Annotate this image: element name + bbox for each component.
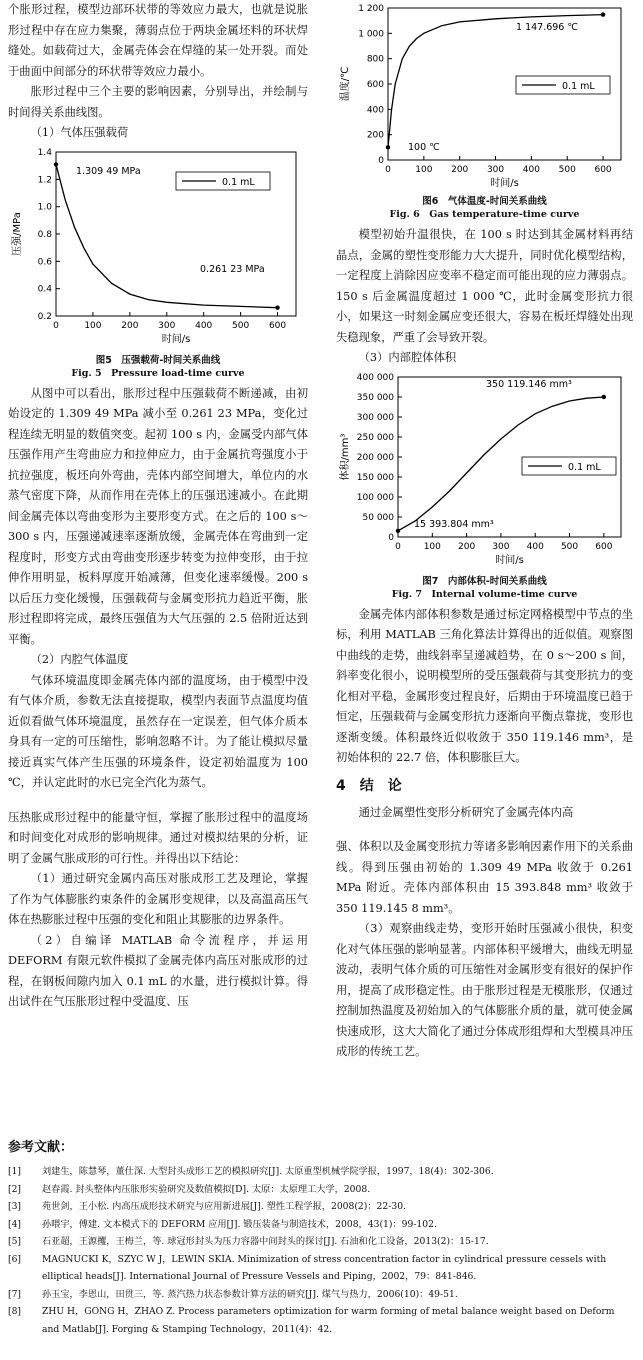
- paragraph: 通过金属塑性变形分析研究了金属壳体内高: [358, 805, 574, 819]
- data-annotation: 0.261 23 MPa: [200, 263, 265, 275]
- reference-number: [5]: [8, 1236, 22, 1247]
- figure-caption-en: Fig. 5 Pressure load-time curve: [71, 367, 245, 379]
- end-point: [275, 305, 279, 309]
- reference-number: [1]: [8, 1166, 22, 1177]
- subheading: （2）内腔气体温度: [30, 653, 129, 666]
- references-title: 参考文献：: [8, 1140, 74, 1155]
- references: [8, 1136, 633, 1338]
- y-tick-label: 200: [366, 130, 384, 141]
- y-axis-label: 压强/MPa: [12, 211, 23, 256]
- y-tick-label: 300 000: [356, 412, 394, 423]
- x-tick-label: 200: [451, 165, 469, 175]
- y-tick-label: 250 000: [356, 432, 394, 443]
- x-axis-label: 时间/s: [161, 333, 191, 345]
- reference-item: [8, 1198, 633, 1216]
- x-tick-label: 0: [395, 541, 401, 552]
- y-tick-label: 0: [388, 532, 394, 543]
- reference-text: MAGNUCKI K，SZYC W J，LEWIN SKIA. Minimization of stress concentration factor in cylindrical pressure cessels with elliptical heads[J]. International Journal of Pressure Vessels and Piping，2002，79：841-846.: [42, 1253, 607, 1282]
- paragraph: 个胀形过程，模型边部环状带的等效应力最大，也就是说胀形过程中存在应力集聚，薄弱点位于两块金属坯料的环状焊缝处。如载荷过大，金属壳体会在焊缝的某一处开裂。而处于曲面中间部分的环状带等效应力最小。: [8, 3, 308, 78]
- reference-item: [8, 1251, 633, 1286]
- end-point: [601, 12, 605, 16]
- x-tick-label: 300: [486, 165, 505, 175]
- data-annotation: 350 119.146 mm³: [486, 378, 572, 390]
- start-point: [396, 528, 400, 532]
- figure-caption-en: Fig. 7 Internal volume-time curve: [391, 588, 578, 600]
- figure-caption-en: Fig. 6 Gas temperature-time curve: [389, 209, 580, 220]
- chart-fig6: [336, 0, 633, 195]
- reference-item: [8, 1216, 633, 1234]
- figure-caption-cn: 图6 气体温度-时间关系曲线: [422, 196, 547, 207]
- paragraph: （2）自编译 MATLAB 命令流程序，并运用 DEFORM 有限元软件模拟了金属壳体内高压对胀成形的过程，在钢板间隙内加入 0.1 mL 的水量，进行模拟计算。得出试件在气压胀形过程中受温度、压: [8, 933, 308, 1008]
- reference-text: 孙玉宝，李恩山，田贯三，等. 蒸汽热力状态参数计算方法的研究[J]. 煤气与热力，2006(10)：49-51.: [42, 1288, 458, 1300]
- x-axis-label: 时间/s: [490, 178, 519, 189]
- x-tick-label: 400: [526, 541, 544, 552]
- x-tick-label: 500: [558, 165, 576, 175]
- legend-label: 0.1 mL: [562, 81, 595, 92]
- reference-text: 刘建生，陈慧琴，董仕深. 大型封头成形工艺的模拟研究[J]. 太原重型机械学院学报，1997，18(4)：302-306.: [42, 1166, 494, 1177]
- x-tick-label: 200: [121, 320, 139, 331]
- y-tick-label: 800: [366, 54, 384, 65]
- y-tick-label: 1.2: [37, 174, 52, 185]
- y-axis-label: 温度/℃: [340, 66, 351, 102]
- y-tick-label: 350 000: [356, 392, 394, 403]
- y-tick-label: 50 000: [362, 512, 394, 523]
- reference-number: [6]: [8, 1253, 22, 1265]
- start-point: [386, 145, 390, 149]
- y-tick-label: 1 200: [358, 4, 384, 14]
- y-tick-label: 1.4: [37, 147, 52, 158]
- reference-item: [8, 1286, 633, 1304]
- y-tick-label: 400: [366, 105, 384, 116]
- x-tick-label: 300: [158, 320, 176, 331]
- paragraph: 胀形过程中三个主要的影响因素，分别导出，并绘制与时间得关系曲线图。: [8, 85, 308, 119]
- data-annotation: 15 393.804 mm³: [414, 518, 494, 530]
- paragraph: （3）观察曲线走势，变形开始时压强减小很快，积变化对气体压强的影响显著。内部体积平缓增大，曲线无明显波动，表明气体介质的可压缩性对金属形变有很好的保护作用，提高了成形稳定性。由于胀形过程是无模胀形，仅通过控制加热温度及初始加入的气体膨胀介质的量，就可使金属快速成形，这大大简化了通过分体成形组焊和大型模具冲压成形的传统工艺。: [336, 922, 633, 1058]
- x-tick-label: 0: [385, 165, 391, 175]
- reference-text: 赵春霞. 封头整体内压胀形实验研究及数值模拟[D]. 太原：太原理工大学，2008.: [42, 1183, 371, 1195]
- x-tick-label: 100: [423, 541, 441, 552]
- y-tick-label: 0.8: [37, 229, 52, 240]
- x-tick-label: 400: [522, 165, 540, 175]
- x-tick-label: 200: [458, 541, 476, 552]
- reference-text: 苑世剑，王小松. 内高压成形技术研究与应用新进展[J]. 塑性工程学报，2008(2)：22-30.: [42, 1201, 406, 1212]
- start-point: [54, 162, 58, 166]
- paragraph: 压热胀成形过程中的能量守恒，掌握了胀形过程中的温度场和时间变化对成形的影响规律。通过对模拟结果的分析，证明了金属气胀成形的可行性。并得出以下结论：: [8, 810, 308, 865]
- data-annotation: 1.309 49 MPa: [76, 165, 141, 177]
- data-annotation: 100 ℃: [408, 142, 440, 153]
- chart-fig5: [8, 144, 308, 354]
- x-tick-label: 0: [53, 320, 59, 331]
- reference-number: [8]: [8, 1306, 22, 1317]
- y-tick-label: 600: [366, 80, 384, 90]
- reference-item: [8, 1303, 633, 1338]
- y-tick-label: 200 000: [356, 452, 394, 463]
- right-column: [336, 0, 633, 1063]
- reference-item: [8, 1163, 633, 1181]
- x-tick-label: 600: [595, 541, 613, 552]
- end-point: [602, 394, 606, 398]
- reference-number: [3]: [8, 1201, 22, 1212]
- x-tick-label: 500: [560, 541, 579, 552]
- subheading: （3）内部腔体体积: [358, 351, 457, 364]
- paragraph: 气体环境温度即金属壳体内部的温度场，由于模型中没有气体介质，参数无法直接提取，模型内表面节点温度均值近似看做气体环境温度，虽然存在一定误差，但气体介质本身具有一定的可压缩性，影响忽略不计。为了能让模拟尽量接近真实气体产生压强的环境条件，设定初始温度为 100 ℃，并认定此时的水已完全汽化为蒸气。: [8, 673, 308, 789]
- chart-fig7: [336, 369, 633, 575]
- data-annotation: 1 147.696 ℃: [516, 22, 579, 33]
- legend-label: 0.1 mL: [222, 176, 255, 188]
- paragraph: 金属壳体内部体积参数是通过标定网格模型中节点的坐标，利用 MATLAB 三角化算法计算得出的近似值。观察图中曲线的走势，曲线斜率呈递减趋势，在 0 s～200 s 间，斜率变化很小，说明模型所的受压强载荷与其变形抗力的变化相对平稳，金属形变过程良好，后期由于环境温度已趋于恒定，压强载荷与金属变形抗力逐渐向平衡点靠拢，变形也逐渐变缓。体积最终近似收敛于 350 119.146 mm³，是初始体积的 22.7 倍，体积膨胀巨大。: [336, 607, 633, 764]
- x-axis-label: 时间/s: [495, 554, 524, 566]
- y-tick-label: 1.0: [37, 202, 52, 213]
- figure-caption-cn: 图7 内部体积-时间关系曲线: [422, 575, 547, 587]
- reference-text: ZHU H，GONG H，ZHAO Z. Process parameters optimization for warm forming of metal balance weight based on Deform and Matlab[J]. Forging & Stamping Technology，2011(4)：42.: [42, 1306, 615, 1335]
- reference-text: 石亚超，王源攫，王梅兰，等. 球冠形封头为压力容器中间封头的探讨[J]. 石油和化工设备，2013(2)：15-17.: [42, 1236, 489, 1247]
- y-tick-label: 0.6: [37, 256, 52, 267]
- y-tick-label: 0: [378, 156, 384, 166]
- reference-list: [8, 1163, 633, 1338]
- paragraph: 从图中可以看出，胀形过程中压强载荷不断递减，由初始设定的 1.309 49 MPa 减小至 0.261 23 MPa，变化过程连续无明显的数值突变。起初 100 s 内，金属受内部气体压强作用产生弯曲应力和拉伸应力，由于金属抗弯强度小于抗拉强度，板坯向外弯曲，壳体内部空间增大，单位内的水蒸气密度下降，从而作用在壳体上的压强迅速减小。在此期间金属壳体以弯曲变形为主要形变方式。在之后的 100 s～300 s 内，压强递减速率逐渐放缓，金属壳体在弯曲到一定程度时，形变方式由弯曲变形逐步转变为拉伸变形，由于拉伸作用明显，板料厚度开始减薄，但变化速率缓慢。200 s 以后压力变化缓慢，压强载荷与金属变形抗力趋近平衡，胀形过程即将完成，最终压强值为大气压强的 2.5 倍附近达到平衡。: [8, 386, 308, 646]
- figure-6: [336, 0, 633, 221]
- reference-number: [7]: [8, 1288, 22, 1300]
- section-heading: 4 结 论: [336, 777, 402, 794]
- y-tick-label: 400 000: [356, 372, 394, 383]
- x-tick-label: 300: [492, 541, 510, 552]
- y-tick-label: 0.2: [37, 311, 52, 322]
- x-tick-label: 600: [268, 320, 287, 331]
- reference-number: [4]: [8, 1218, 22, 1230]
- paragraph: 模型初始升温很快，在 100 s 时达到其金属材料再结晶点，金属的塑性变形能力大大提升，同时优化模型结构，一定程度上消除因应变率不稳定而可能出现的应力薄弱点。150 s 后金属温度超过 1 000 ℃，此时金属变形抗力很小，如果这一时刻金属应变还很大，容易在板坯焊缝处出现失稳现象，严重了会导致开裂。: [336, 228, 633, 344]
- left-column: [8, 0, 308, 1013]
- legend-label: 0.1 mL: [568, 461, 601, 473]
- x-tick-label: 100: [84, 320, 102, 331]
- subheading: （1）气体压强载荷: [30, 126, 129, 139]
- y-tick-label: 0.4: [37, 284, 52, 295]
- y-tick-label: 100 000: [356, 492, 394, 503]
- paragraph: 强、体积以及金属变形抗力等诸多影响因素作用下的关系曲线。得到压强由初始的 1.309 49 MPa 收敛于 0.261 MPa 附近。壳体内部体积由 15 393.848 mm³ 收敛于 350 119.145 8 mm³。: [336, 840, 633, 915]
- y-tick-label: 1 000: [358, 29, 384, 40]
- figure-caption-cn: 图5 压强载荷-时间关系曲线: [95, 354, 221, 366]
- reference-item: [8, 1181, 633, 1199]
- x-tick-label: 600: [594, 165, 612, 175]
- x-tick-label: 400: [195, 320, 213, 331]
- x-tick-label: 100: [415, 165, 433, 175]
- y-axis-label: 体积/mm³: [340, 433, 351, 480]
- figure-7: [336, 369, 633, 601]
- reference-number: [2]: [8, 1183, 22, 1195]
- y-tick-label: 150 000: [356, 472, 394, 483]
- x-tick-label: 500: [232, 320, 250, 331]
- figure-5: [8, 144, 308, 380]
- reference-item: [8, 1233, 633, 1251]
- paragraph: （1）通过研究金属内高压对胀成形工艺及理论，掌握了作为气体膨胀约束条件的金属形变规律，以及高温高压气体在热膨胀过程中压强的变化和阻止其膨胀的边界条件。: [8, 872, 308, 926]
- reference-text: 孙喂宇，傅建. 文本模式下的 DEFORM 应用[J]. 锻压装备与制造技术，2008，43(1)：99-102.: [42, 1218, 437, 1230]
